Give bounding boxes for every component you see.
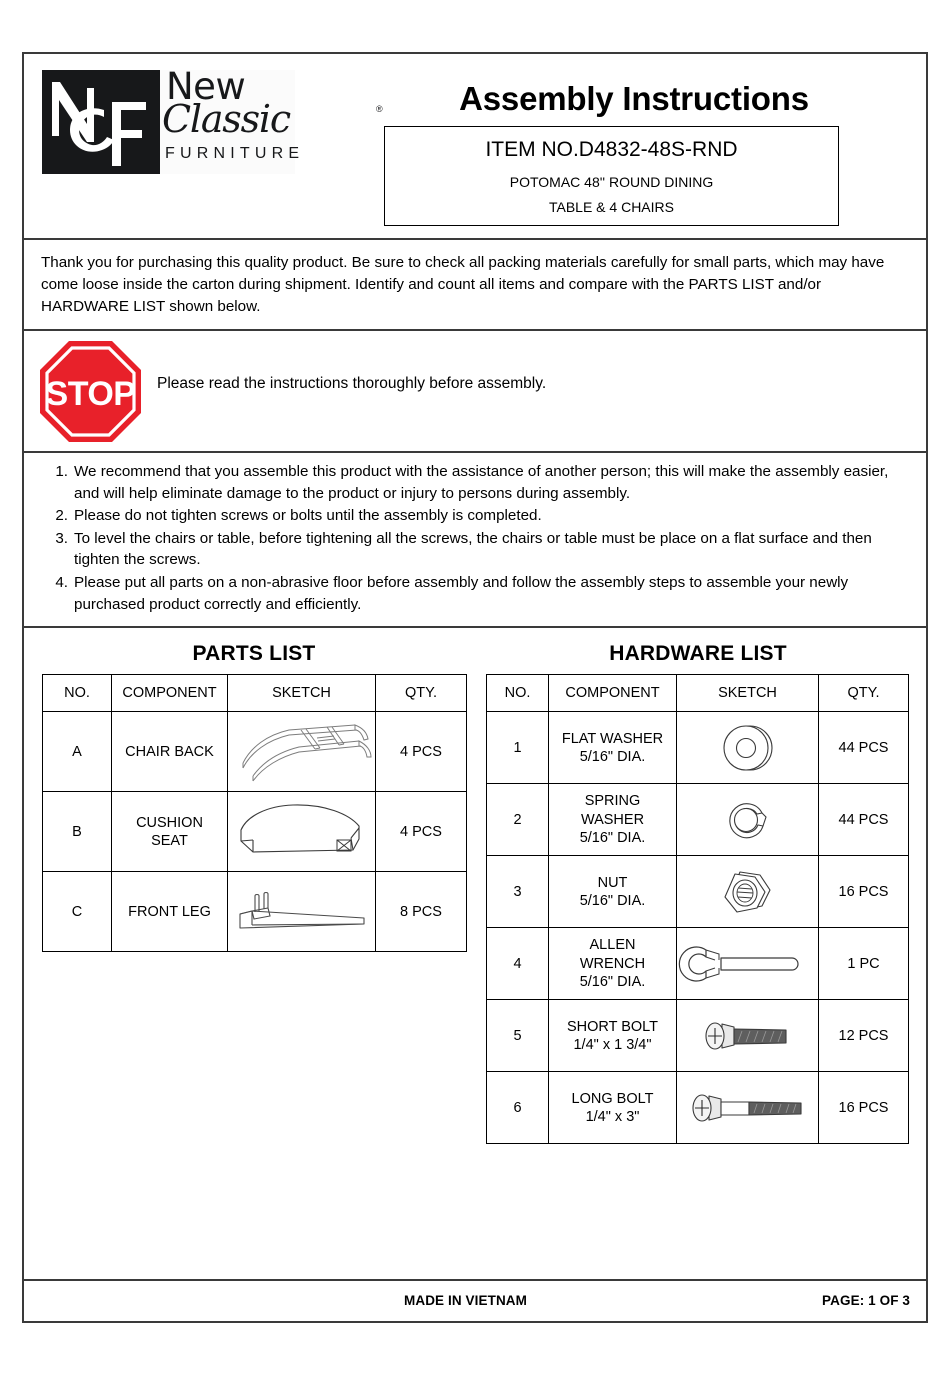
flat-washer-sketch xyxy=(681,719,814,777)
table-row xyxy=(487,856,909,928)
registered-trademark-icon: ® xyxy=(376,104,383,114)
note-number: 4. xyxy=(55,573,68,591)
hardware-no: 2 xyxy=(487,784,549,856)
parts-list-table xyxy=(42,674,467,952)
part-sketch-cell xyxy=(228,872,376,952)
brand-name-new: New xyxy=(166,65,246,108)
hardware-component: SHORT BOLT 1/4" x 1 3/4" xyxy=(549,1000,677,1072)
nut-sketch xyxy=(681,866,814,918)
chair-back-sketch xyxy=(232,719,371,785)
brand-wordmark xyxy=(160,65,383,174)
hardware-component: FLAT WASHER 5/16" DIA. xyxy=(549,712,677,784)
hardware-component: ALLEN WRENCH 5/16" DIA. xyxy=(549,928,677,1000)
list-item xyxy=(46,528,912,571)
note-text: Please put all parts on a non-abrasive floor before assembly and follow the assembly steps to assemble your newly purchased product correctly and efficiently. xyxy=(74,573,849,613)
part-qty: 4 PCS xyxy=(376,712,467,792)
note-number: 2. xyxy=(55,507,68,525)
brand-logo xyxy=(42,65,383,174)
part-no: A xyxy=(43,712,112,792)
table-row xyxy=(487,928,909,1000)
sheet-header xyxy=(24,54,926,240)
item-description-line2: TABLE & 4 CHAIRS xyxy=(548,199,674,215)
hardware-sketch-cell xyxy=(677,1000,819,1072)
item-description-line1: POTOMAC 48'' ROUND DINING xyxy=(509,174,714,190)
hardware-no: 1 xyxy=(487,712,549,784)
spring-washer-sketch xyxy=(681,795,814,845)
parts-list-section xyxy=(42,642,466,952)
list-item xyxy=(46,461,912,504)
list-item xyxy=(46,505,912,527)
hardware-qty: 16 PCS xyxy=(819,856,909,928)
list-item xyxy=(46,572,912,615)
part-no: C xyxy=(43,872,112,952)
note-text: We recommend that you assemble this product with the assistance of another person; this will make the assembly easier, and will help eliminate damage to the product or injury to persons during assembly. xyxy=(74,463,889,502)
column-header-no: NO. xyxy=(43,675,112,712)
column-header-sketch: SKETCH xyxy=(228,675,376,712)
warning-band xyxy=(24,331,926,453)
svg-text:STOP: STOP xyxy=(45,375,136,414)
table-row xyxy=(487,1072,909,1144)
item-info-box xyxy=(384,126,839,226)
made-in-label: MADE IN VIETNAM xyxy=(404,1293,527,1308)
column-header-component: COMPONENT xyxy=(549,675,677,712)
hardware-no: 5 xyxy=(487,1000,549,1072)
note-text: To level the chairs or table, before tightening all the screws, the chairs or table must be place on a flat surface and then tighten the screws. xyxy=(74,529,872,569)
hardware-qty: 1 PC xyxy=(819,928,909,1000)
hardware-no: 6 xyxy=(487,1072,549,1144)
brand-name-furniture: FURNITURE xyxy=(165,145,305,162)
part-sketch-cell xyxy=(228,792,376,872)
hardware-no: 3 xyxy=(487,856,549,928)
table-row xyxy=(43,712,467,792)
part-qty: 4 PCS xyxy=(376,792,467,872)
warning-text: Please read the instructions thoroughly before assembly. xyxy=(157,375,547,393)
hardware-sketch-cell xyxy=(677,712,819,784)
instruction-sheet xyxy=(22,52,928,1323)
short-bolt-sketch xyxy=(681,1014,814,1058)
part-sketch-cell xyxy=(228,712,376,792)
note-number: 1. xyxy=(55,463,68,481)
hardware-qty: 44 PCS xyxy=(819,784,909,856)
hardware-component: NUT 5/16" DIA. xyxy=(549,856,677,928)
allen-wrench-sketch xyxy=(681,940,814,988)
page-number: PAGE: 1 OF 3 xyxy=(822,1293,910,1308)
hardware-no: 4 xyxy=(487,928,549,1000)
hardware-qty: 16 PCS xyxy=(819,1072,909,1144)
note-number: 3. xyxy=(55,529,68,547)
table-header-row xyxy=(43,675,467,712)
column-header-qty: QTY. xyxy=(376,675,467,712)
page-title: Assembly Instructions xyxy=(459,80,809,117)
hardware-list-table xyxy=(486,674,909,1144)
hardware-qty: 12 PCS xyxy=(819,1000,909,1072)
table-header-row xyxy=(487,675,909,712)
cushion-seat-sketch xyxy=(232,800,371,864)
lists-area xyxy=(24,628,926,1125)
column-header-qty: QTY. xyxy=(819,675,909,712)
column-header-no: NO. xyxy=(487,675,549,712)
sheet-footer xyxy=(24,1279,926,1321)
note-text: Please do not tighten screws or bolts until the assembly is completed. xyxy=(74,507,542,525)
item-number: ITEM NO.D4832-48S-RND xyxy=(485,138,738,161)
stop-sign-icon xyxy=(38,339,143,444)
intro-paragraph: Thank you for purchasing this quality product. Be sure to check all packing materials carefully for small parts, which may have come loose inside the carton during shipment. Identify and count all items and compare with the PARTS LIST and/or HARDWARE LIST shown below. xyxy=(24,240,926,331)
table-row xyxy=(487,784,909,856)
hardware-component: LONG BOLT 1/4" x 3" xyxy=(549,1072,677,1144)
hardware-sketch-cell xyxy=(677,928,819,1000)
brand-name-classic: Classic xyxy=(162,97,290,141)
hardware-list-section xyxy=(486,642,910,1144)
table-row xyxy=(487,712,909,784)
table-row xyxy=(487,1000,909,1072)
column-header-sketch: SKETCH xyxy=(677,675,819,712)
front-leg-sketch xyxy=(232,886,371,938)
hardware-qty: 44 PCS xyxy=(819,712,909,784)
hardware-component: SPRING WASHER 5/16" DIA. xyxy=(549,784,677,856)
assembly-notes-list xyxy=(24,453,926,628)
long-bolt-sketch xyxy=(681,1086,814,1130)
table-row xyxy=(43,792,467,872)
part-component: CHAIR BACK xyxy=(112,712,228,792)
table-row xyxy=(43,872,467,952)
hardware-list-title: HARDWARE LIST xyxy=(609,642,787,666)
ncf-monogram-icon xyxy=(42,70,160,174)
part-component: FRONT LEG xyxy=(112,872,228,952)
hardware-sketch-cell xyxy=(677,784,819,856)
part-qty: 8 PCS xyxy=(376,872,467,952)
column-header-component: COMPONENT xyxy=(112,675,228,712)
parts-list-title: PARTS LIST xyxy=(192,642,316,666)
part-component: CUSHION SEAT xyxy=(112,792,228,872)
part-no: B xyxy=(43,792,112,872)
hardware-sketch-cell xyxy=(677,856,819,928)
hardware-sketch-cell xyxy=(677,1072,819,1144)
